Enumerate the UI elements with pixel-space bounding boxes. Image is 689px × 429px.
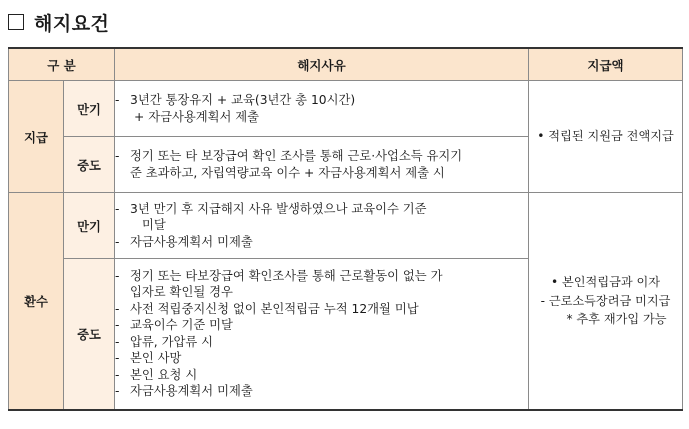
reason-cell (115, 259, 529, 410)
section-title: 해지요건 (34, 12, 110, 35)
subcategory-cell: 만기 (64, 81, 115, 137)
checkbox-icon (8, 14, 24, 30)
category-cell: 환수 (9, 193, 64, 410)
reason-item: - 자금사용계획서 미제출 (115, 384, 253, 399)
reason-item: - 3년 만기 후 지급해지 사유 발생하였으나 교육이수 기준 미달 (115, 201, 427, 233)
reason-item: - 본인 요청 시 (115, 367, 198, 382)
header-reason: 해지사유 (115, 48, 529, 81)
section-heading (8, 8, 109, 36)
reason-item: - 사전 적립중지신청 없이 본인적립금 누적 12개월 미납 (115, 301, 419, 316)
reason-item: - 3년간 통장유지 + 교육(3년간 총 10시간) + 자금사용계획서 제출 (115, 93, 356, 124)
reason-item: - 교육이수 기준 미달 (115, 318, 233, 333)
reason-cell (115, 193, 529, 259)
reason-cell (115, 81, 529, 137)
table-row (9, 81, 683, 137)
subcategory-cell: 만기 (64, 193, 115, 259)
reason-item: - 본인 사망 (115, 351, 182, 366)
table-row (9, 193, 683, 259)
reason-item: - 압류, 가압류 시 (115, 334, 214, 349)
category-cell: 지급 (9, 81, 64, 193)
reason-item: - 정기 또는 타 보장급여 확인 조사를 통해 근로·사업소득 유지기 준 초과하고, 자립역량교육 이수 + 자금사용계획서 제출 시 (115, 149, 463, 180)
reason-item: - 정기 또는 타보장급여 확인조사를 통해 근로활동이 없는 가 입자로 확인될 경우 (115, 268, 443, 300)
reason-item: - 자금사용계획서 미제출 (115, 234, 253, 249)
header-category: 구 분 (9, 48, 115, 81)
header-row (9, 48, 683, 81)
amount-cell: • 본인적립금과 이자 - 근로소득장려금 미지급 * 추후 재가입 가능 (529, 193, 683, 410)
header-amount: 지급액 (529, 48, 683, 81)
reason-cell (115, 137, 529, 193)
amount-cell: • 적립된 지원금 전액지급 (529, 81, 683, 193)
subcategory-cell: 중도 (64, 137, 115, 193)
termination-table (8, 47, 683, 411)
subcategory-cell: 중도 (64, 259, 115, 410)
